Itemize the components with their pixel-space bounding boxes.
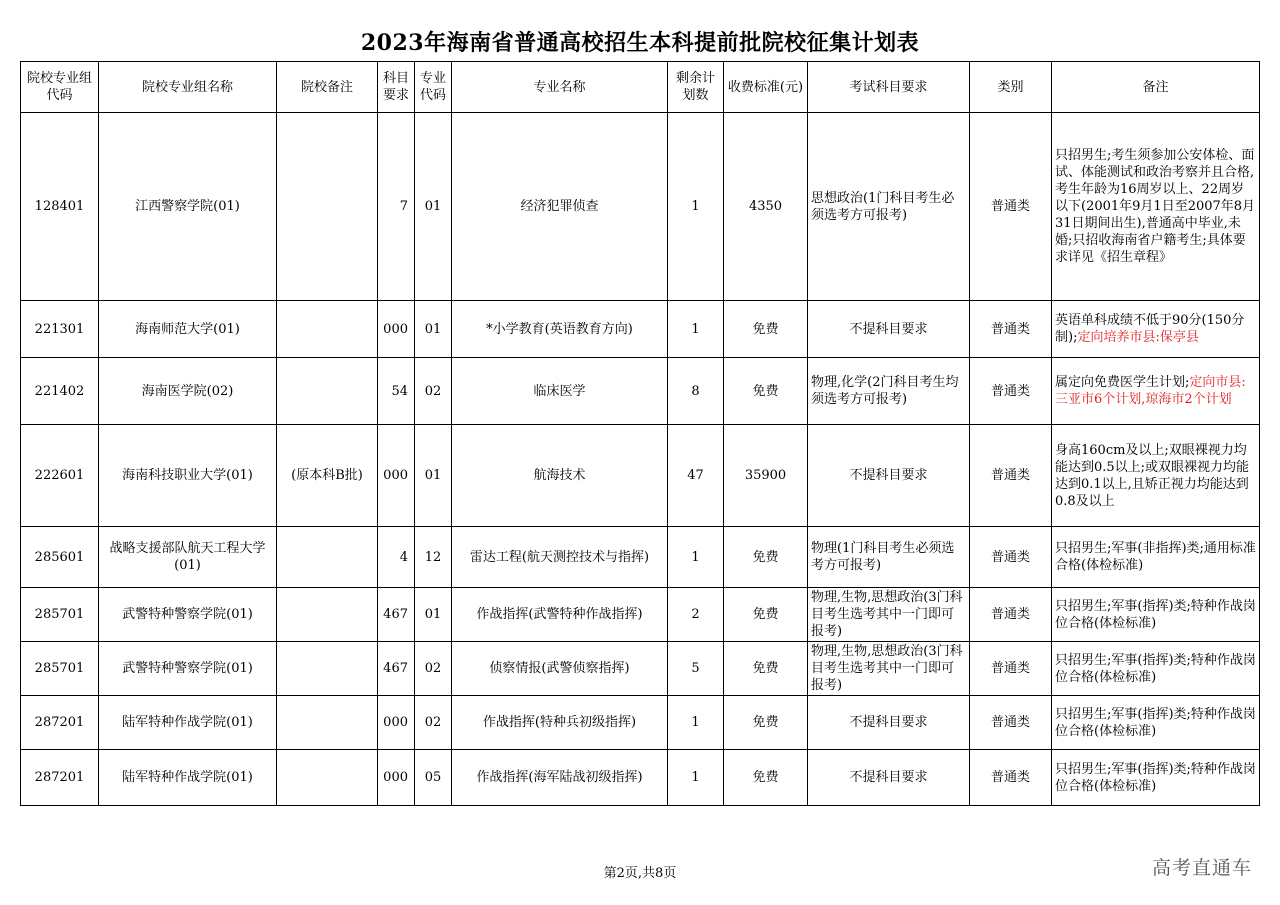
major-code-cell: 02 [415,358,452,425]
header-row [21,62,1260,113]
fee-cell: 免费 [724,588,808,642]
category-cell: 普通类 [970,425,1052,527]
major-name-cell: *小学教育(英语教育方向) [452,301,668,358]
watermark: 高考直通车 [1151,857,1252,879]
group-name-cell: 海南医学院(02) [99,358,277,425]
category-cell: 普通类 [970,642,1052,696]
note-cell [1052,696,1260,750]
col-header-note: 备注 [1052,62,1260,113]
col-header-remaining-plan: 剩余计划数 [668,62,724,113]
page-footer: 第2页,共8页 [603,866,677,881]
note-text: 只招男生;军事(指挥)类;特种作战岗位合格(体检标准) [1055,652,1256,685]
major-code-cell: 02 [415,696,452,750]
note-highlight-text: 定向培养市县:保亭县 [1077,330,1199,345]
major-code-cell: 01 [415,301,452,358]
col-header-major-name: 专业名称 [452,62,668,113]
major-code-cell: 12 [415,527,452,588]
note-cell [1052,358,1260,425]
table-row [21,425,1260,527]
remaining-plan-cell: 8 [668,358,724,425]
table-row [21,642,1260,696]
school-remark-cell [277,750,378,806]
group-name-cell: 陆军特种作战学院(01) [99,696,277,750]
remaining-plan-cell: 5 [668,642,724,696]
group-name-cell: 江西警察学院(01) [99,113,277,301]
fee-cell: 免费 [724,696,808,750]
subject-req-cell: 000 [378,425,415,527]
group-code-cell: 285701 [21,588,99,642]
group-name-cell: 战略支援部队航天工程大学(01) [99,527,277,588]
table-row [21,527,1260,588]
group-code-cell: 287201 [21,750,99,806]
remaining-plan-cell: 1 [668,301,724,358]
subject-req-cell: 7 [378,113,415,301]
page-title: 2023年海南省普通高校招生本科提前批院校征集计划表 [360,30,920,56]
major-name-cell: 雷达工程(航天测控技术与指挥) [452,527,668,588]
school-remark-cell [277,527,378,588]
col-header-subject-req: 科目要求 [378,62,415,113]
table-row [21,113,1260,301]
exam-req-cell: 物理(1门科目考生必须选考方可报考) [808,527,970,588]
col-header-category: 类别 [970,62,1052,113]
subject-req-cell: 4 [378,527,415,588]
major-code-cell: 01 [415,425,452,527]
major-name-cell: 作战指挥(特种兵初级指挥) [452,696,668,750]
major-code-cell: 01 [415,113,452,301]
category-cell: 普通类 [970,588,1052,642]
col-header-school-remark: 院校备注 [277,62,378,113]
major-code-cell: 05 [415,750,452,806]
col-header-major-code: 专业代码 [415,62,452,113]
school-remark-cell [277,358,378,425]
col-header-group-code: 院校专业组代码 [21,62,99,113]
exam-req-cell: 思想政治(1门科目考生必须选考方可报考) [808,113,970,301]
plan-table [20,61,1260,806]
remaining-plan-cell: 1 [668,113,724,301]
group-name-cell: 海南科技职业大学(01) [99,425,277,527]
exam-req-cell: 不提科目要求 [808,696,970,750]
exam-req-cell: 不提科目要求 [808,301,970,358]
remaining-plan-cell: 1 [668,696,724,750]
group-name-cell: 海南师范大学(01) [99,301,277,358]
major-name-cell: 航海技术 [452,425,668,527]
category-cell: 普通类 [970,750,1052,806]
note-text: 只招男生;军事(指挥)类;特种作战岗位合格(体检标准) [1055,761,1256,794]
group-name-cell: 陆军特种作战学院(01) [99,750,277,806]
table-row [21,750,1260,806]
note-text: 英语单科成绩不低于90分(150分制); [1055,313,1245,345]
group-name-cell: 武警特种警察学院(01) [99,642,277,696]
category-cell: 普通类 [970,358,1052,425]
fee-cell: 免费 [724,301,808,358]
group-code-cell: 285601 [21,527,99,588]
col-header-exam-req: 考试科目要求 [808,62,970,113]
fee-cell: 免费 [724,642,808,696]
subject-req-cell: 467 [378,588,415,642]
fee-cell: 4350 [724,113,808,301]
fee-cell: 免费 [724,750,808,806]
remaining-plan-cell: 2 [668,588,724,642]
major-code-cell: 02 [415,642,452,696]
note-cell [1052,527,1260,588]
note-cell [1052,750,1260,806]
fee-cell: 免费 [724,358,808,425]
major-name-cell: 侦察情报(武警侦察指挥) [452,642,668,696]
note-text: 只招男生;军事(指挥)类;特种作战岗位合格(体检标准) [1055,706,1256,739]
note-highlight-text: 定向市县:三亚市6个计划,琼海市2个计划 [1055,375,1246,407]
group-code-cell: 221402 [21,358,99,425]
category-cell: 普通类 [970,113,1052,301]
note-cell [1052,642,1260,696]
note-cell [1052,588,1260,642]
fee-cell: 免费 [724,527,808,588]
school-remark-cell [277,113,378,301]
category-cell: 普通类 [970,527,1052,588]
major-name-cell: 经济犯罪侦查 [452,113,668,301]
major-code-cell: 01 [415,588,452,642]
table-row [21,358,1260,425]
group-code-cell: 287201 [21,696,99,750]
school-remark-cell [277,642,378,696]
note-text: 只招男生;军事(非指挥)类;通用标准合格(体检标准) [1055,541,1256,573]
note-cell [1052,301,1260,358]
major-name-cell: 作战指挥(海军陆战初级指挥) [452,750,668,806]
fee-cell: 35900 [724,425,808,527]
table-row [21,301,1260,358]
group-code-cell: 221301 [21,301,99,358]
group-code-cell: 128401 [21,113,99,301]
note-text: 属定向免费医学生计划; [1055,375,1190,390]
subject-req-cell: 54 [378,358,415,425]
school-remark-cell [277,301,378,358]
subject-req-cell: 467 [378,642,415,696]
col-header-group-name: 院校专业组名称 [99,62,277,113]
remaining-plan-cell: 1 [668,527,724,588]
col-header-fee: 收费标准(元) [724,62,808,113]
major-name-cell: 临床医学 [452,358,668,425]
note-cell [1052,425,1260,527]
category-cell: 普通类 [970,301,1052,358]
exam-req-cell: 不提科目要求 [808,425,970,527]
exam-req-cell: 物理,生物,思想政治(3门科目考生选考其中一门即可报考) [808,588,970,642]
remaining-plan-cell: 47 [668,425,724,527]
subject-req-cell: 000 [378,750,415,806]
group-code-cell: 222601 [21,425,99,527]
note-text: 只招男生;军事(指挥)类;特种作战岗位合格(体检标准) [1055,598,1256,631]
note-text: 只招男生;考生须参加公安体检、面试、体能测试和政治考察并且合格,考生年龄为16周岁以上、22周岁以下(2001年9月1日至2007年8月31日期间出生),普通高中毕业,未婚;只招收海南省户籍考生;具体要求详见《招生章程》 [1055,148,1256,265]
note-text: 身高160cm及以上;双眼裸视力均能达到0.5以上;或双眼裸视力均能达到0.1以上,且矫正视力均能达到0.8及以上 [1055,442,1250,509]
school-remark-cell [277,696,378,750]
category-cell: 普通类 [970,696,1052,750]
school-remark-cell [277,588,378,642]
major-name-cell: 作战指挥(武警特种作战指挥) [452,588,668,642]
subject-req-cell: 000 [378,696,415,750]
remaining-plan-cell: 1 [668,750,724,806]
group-name-cell: 武警特种警察学院(01) [99,588,277,642]
group-code-cell: 285701 [21,642,99,696]
school-remark-cell: (原本科B批) [277,425,378,527]
note-cell [1052,113,1260,301]
subject-req-cell: 000 [378,301,415,358]
table-row [21,588,1260,642]
exam-req-cell: 物理,生物,思想政治(3门科目考生选考其中一门即可报考) [808,642,970,696]
exam-req-cell: 物理,化学(2门科目考生均须选考方可报考) [808,358,970,425]
exam-req-cell: 不提科目要求 [808,750,970,806]
table-row [21,696,1260,750]
